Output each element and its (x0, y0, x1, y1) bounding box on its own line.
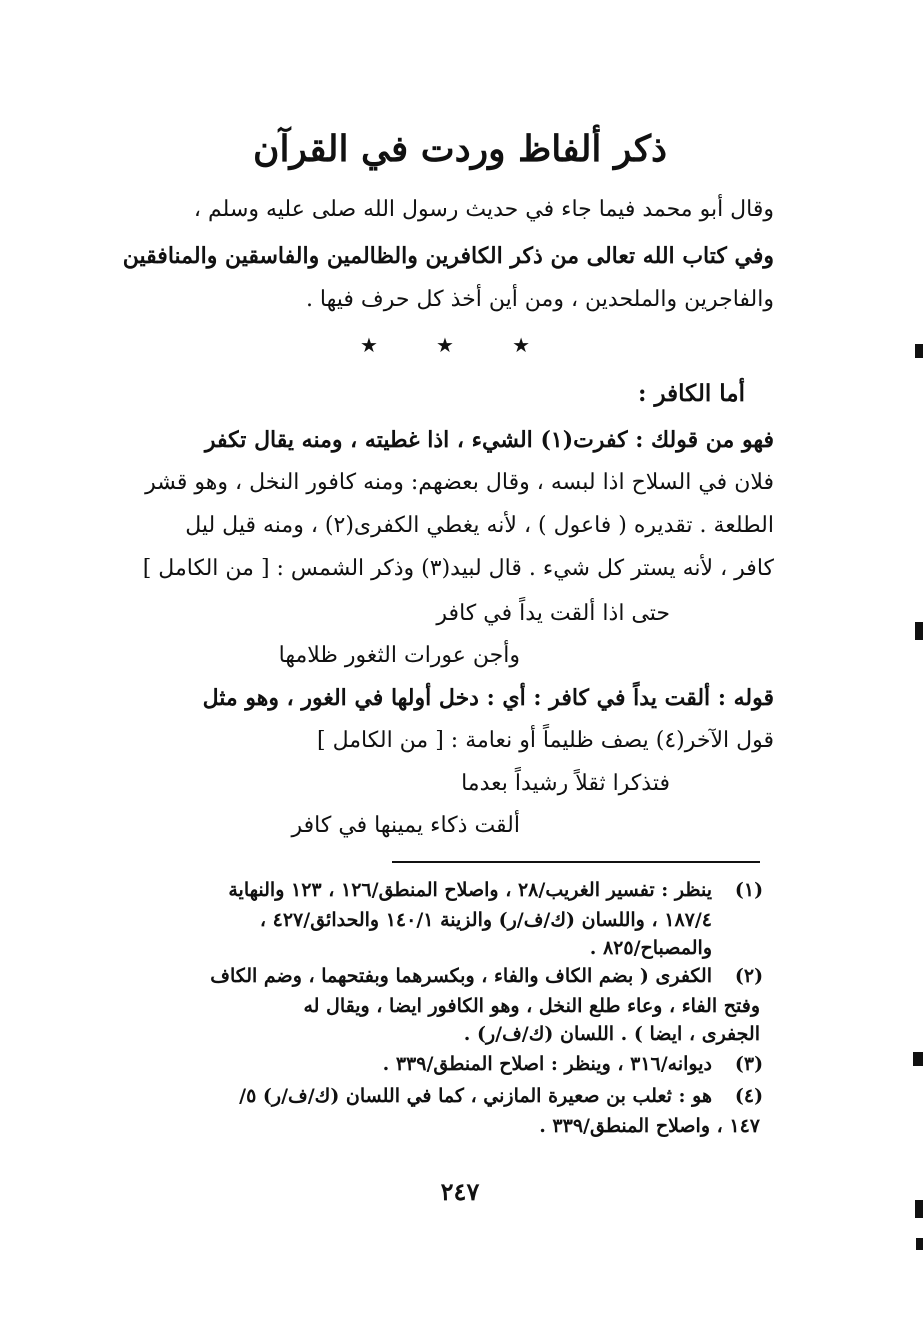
verse-2-line-1: فتذكرا ثقلاً رشيداً بعدما (461, 771, 670, 796)
footnote-number: (٢) (734, 965, 764, 987)
scan-edge-mark (916, 1238, 923, 1250)
scan-edge-mark (915, 344, 923, 358)
star-icon: ★ (436, 333, 454, 357)
page-number: ٢٤٧ (440, 1177, 480, 1206)
body2-line-1: قوله : ألقت يداً في كافر : أي : دخل أولها في الغور ، وهو مثل (202, 685, 774, 711)
section-heading: أما الكافر : (637, 380, 745, 407)
scan-edge-mark (915, 1200, 923, 1218)
body-line-1: فهو من قولك : كفرت(١) الشيء ، اذا غطيته ، ومنه يقال تكفر (204, 427, 774, 453)
footnote-line: الكفرى ( بضم الكاف والفاء ، وبكسرهما وبفتحهما ، وضم الكاف (210, 965, 712, 987)
body-line-3: الطلعة . تقديره ( فاعول ) ، لأنه يغطي الكفرى(٢) ، ومنه قيل ليل (185, 513, 774, 538)
section-divider-stars (360, 330, 530, 360)
star-icon: ★ (512, 333, 530, 357)
intro-line-1: وقال أبو محمد فيما جاء في حديث رسول الله صلى عليه وسلم ، (193, 197, 774, 222)
footnote-line: والمصباح/٨٢٥ . (589, 937, 712, 959)
body2-line-2: قول الآخر(٤) يصف ظليماً أو نعامة : [ من الكامل ] (317, 728, 774, 753)
footnote-number: (٣) (734, 1053, 764, 1075)
footnote-number: (١) (734, 879, 764, 901)
verse-1-line-1: حتى اذا ألقت يداً في كافر (436, 601, 670, 626)
footnote-number: (٤) (734, 1085, 764, 1107)
footnote-separator (392, 861, 760, 863)
footnote-line: ١٤٧ ، واصلاح المنطق/٣٣٩ . (539, 1115, 760, 1137)
scan-edge-mark (915, 622, 923, 640)
footnote-line: الجفرى ، ايضا ) . اللسان (ك/ف/ر) . (463, 1023, 760, 1045)
footnote-line: ينظر : تفسير الغريب/٢٨ ، واصلاح المنطق/١٢٦ ، ١٢٣ والنهاية (228, 879, 712, 901)
scan-edge-mark (913, 1052, 923, 1066)
verse-1-line-2: وأجن عورات الثغور ظلامها (278, 643, 520, 668)
intro-line-3: والفاجرين والملحدين ، ومن أين أخذ كل حرف فيها . (305, 287, 774, 312)
footnote-line: هو : ثعلب بن صعيرة المازني ، كما في اللسان (ك/ف/ر) ٥/ (239, 1085, 712, 1107)
footnote-line: ١٨٧/٤ ، واللسان (ك/ف/ر) والزينة ١٤٠/١ والحدائق/٤٢٧ ، (259, 909, 712, 931)
footnote-line: وفتح الفاء ، وعاء طلع النخل ، وهو الكافور ايضا ، ويقال له (303, 995, 760, 1017)
star-icon: ★ (360, 333, 378, 357)
body-line-4: كافر ، لأنه يستر كل شيء . قال لبيد(٣) وذكر الشمس : [ من الكامل ] (142, 556, 774, 581)
body-line-2: فلان في السلاح اذا لبسه ، وقال بعضهم: ومنه كافور النخل ، وهو قشر (145, 470, 774, 495)
footnote-line: ديوانه/٣١٦ ، وينظر : اصلاح المنطق/٣٣٩ . (382, 1053, 712, 1075)
intro-line-2: وفي كتاب الله تعالى من ذكر الكافرين والظالمين والفاسقين والمنافقين (122, 243, 774, 269)
verse-2-line-2: ألقت ذكاء يمينها في كافر (291, 813, 520, 838)
page-header-title: ذكر ألفاظ وردت في القرآن (253, 128, 667, 170)
